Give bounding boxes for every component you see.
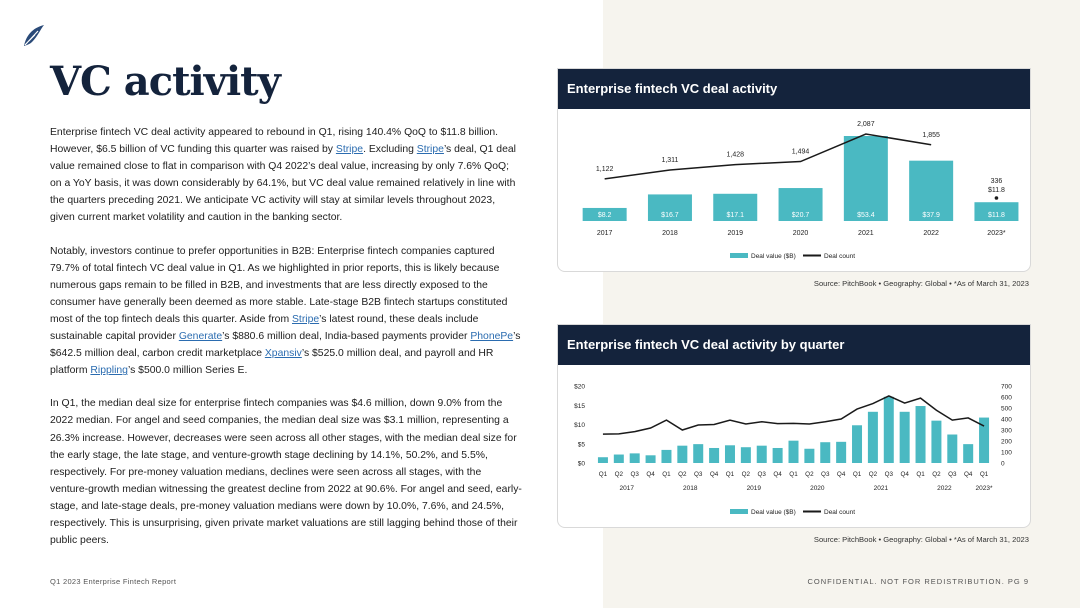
- deal-count-point: [995, 196, 999, 200]
- company-link[interactable]: Stripe: [416, 144, 444, 156]
- company-link[interactable]: PhonePe: [470, 331, 514, 343]
- x-tick-label: 2021: [858, 230, 874, 237]
- bar-value-label: $16.7: [661, 212, 679, 219]
- right-axis-tick: 200: [1001, 438, 1012, 446]
- bar: [947, 435, 957, 463]
- chart-source-2: Source: PitchBook • Geography: Global • *As of March 31, 2023: [813, 535, 1029, 544]
- bar: [630, 453, 640, 463]
- right-axis-tick: 0: [1001, 460, 1005, 468]
- x-tick-label: 2020: [792, 230, 809, 237]
- left-axis-tick: $10: [574, 422, 585, 429]
- chart-title: Enterprise fintech VC deal activity by quarter: [558, 325, 1030, 365]
- bar: [852, 425, 862, 463]
- left-axis-tick: $5: [577, 441, 585, 449]
- x-tick-label: Q2: [932, 471, 941, 478]
- x-tick-label: Q2: [868, 471, 878, 478]
- x-tick-label: Q1: [598, 471, 608, 478]
- year-label: 2019: [746, 485, 762, 492]
- x-tick-label: Q1: [916, 471, 925, 478]
- deal-count-label: 1,428: [726, 151, 745, 159]
- x-tick-label: Q1: [979, 471, 989, 478]
- deal-count-label: 336: [990, 178, 1003, 185]
- bar: [963, 444, 973, 463]
- deal-count-line: [603, 396, 984, 434]
- bar-value-label: $8.2: [597, 212, 612, 219]
- body-text: [50, 124, 522, 565]
- x-tick-label: 2018: [662, 230, 678, 237]
- x-tick-label: Q2: [805, 471, 814, 478]
- footer-confidential-text: CONFIDENTIAL. NOT FOR REDISTRIBUTION.: [807, 577, 1005, 586]
- bar: [773, 448, 783, 463]
- right-axis-tick: 100: [1001, 449, 1012, 457]
- text-run: ’s $500.0 million Series E.: [127, 365, 248, 377]
- text-run: ’s $880.6 million deal, India-based payments provider: [222, 331, 471, 343]
- paragraph-1: [50, 124, 522, 227]
- paragraph-2: [50, 243, 522, 380]
- right-axis-tick: 400: [1001, 416, 1012, 424]
- annual-chart: [558, 109, 1030, 271]
- x-tick-label: Q4: [900, 471, 909, 478]
- bar: [598, 457, 608, 463]
- year-label: 2018: [683, 485, 698, 492]
- right-axis-tick: 500: [1001, 405, 1012, 413]
- x-tick-label: 2017: [596, 230, 613, 237]
- x-tick-label: 2023*: [987, 230, 1006, 237]
- bar: [900, 412, 910, 463]
- text-run: In Q1, the median deal size for enterprise fintech companies was $4.6 million, down 9.0% from the 2022 median. For angel and seed companies, the median deal size was $3.1 million, representing a 26.3% increase. However, decreases were seen across all other stages, with the median deal size for the early stage, the late stage, and venture-growth stage declining by 14.1%, 50.2%, and 5.5%, respectively. For pre-money valuation medians, declines were seen across all stages, with the venture-growth median witnessing the greatest decline from 2022 at 90.6%. For angel and seed, early-stage, and late-stage deals, pre-money valuation medians were down by 10.0%, 7.6%, and 24.5%, respectively. This is unsurprising, given private market valuations are still lagging behind those of their public peers.: [50, 398, 522, 547]
- company-link[interactable]: Xpansiv: [264, 348, 302, 360]
- year-label: 2021: [873, 485, 889, 492]
- x-tick-label: Q3: [948, 471, 957, 478]
- deal-count-label: 1,494: [791, 148, 810, 156]
- legend-label: Deal count: [824, 509, 856, 516]
- x-tick-label: Q4: [646, 471, 655, 478]
- bar-value-label: $53.4: [857, 212, 875, 219]
- x-tick-label: Q3: [630, 471, 639, 478]
- bar: [646, 455, 656, 463]
- bar: [844, 136, 888, 221]
- bar-value-label: $37.9: [922, 212, 940, 219]
- chart-title: Enterprise fintech VC deal activity: [558, 69, 1030, 109]
- bar: [614, 455, 624, 463]
- bar-value-label: $17.1: [726, 212, 745, 219]
- x-tick-label: Q3: [821, 471, 830, 478]
- legend-label: Deal value ($B): [751, 253, 796, 260]
- bar-value-label: $11.8: [987, 212, 1005, 219]
- text-run: ’s latest round, these deals include sustainable capital provider: [50, 313, 479, 343]
- chart-card-annual: [557, 68, 1031, 272]
- bar: [789, 441, 799, 463]
- bar: [693, 444, 703, 463]
- deal-count-label: 1,122: [595, 165, 614, 173]
- chart-card-quarterly: [557, 324, 1031, 528]
- chart-source-1: Source: PitchBook • Geography: Global • *As of March 31, 2023: [813, 279, 1029, 288]
- legend-bar-swatch: [730, 509, 748, 514]
- bar: [709, 448, 719, 463]
- left-axis-tick: $20: [574, 383, 585, 391]
- x-tick-label: 2019: [727, 230, 744, 237]
- company-link[interactable]: Rippling: [90, 365, 128, 377]
- bar: [741, 447, 751, 463]
- text-run: ’s deal, Q1 deal value remained close to flat in comparison with Q4 2022’s deal value, increasing by only 7.6% QoQ; on a YoY basis, it was down considerably by 64.1%, but VC deal value remained relatively in line with the quarters preceding 2021. We anticipate VC activity will stay at similar levels throughout 2023, given current market volatility and caution in the banking sector.: [50, 144, 516, 224]
- company-link[interactable]: Generate: [178, 331, 223, 343]
- text-run: ’s $525.0 million deal, and payroll and HR platform: [50, 348, 494, 377]
- right-axis-tick: 600: [1001, 394, 1012, 402]
- company-link[interactable]: Stripe: [292, 313, 320, 325]
- right-axis-tick: 700: [1001, 383, 1012, 391]
- x-tick-label: Q4: [709, 471, 719, 478]
- deal-count-label: 2,087: [857, 121, 875, 128]
- quarterly-chart: [558, 365, 1030, 527]
- x-tick-label: Q1: [852, 471, 862, 478]
- left-axis-tick: $0: [577, 460, 585, 468]
- x-tick-label: Q1: [789, 471, 798, 478]
- year-label: 2023*: [975, 485, 993, 492]
- legend-label: Deal count: [824, 253, 856, 260]
- year-label: 2017: [619, 485, 634, 492]
- deal-count-label: 1,311: [661, 157, 679, 165]
- pitchbook-logo-icon: [20, 22, 48, 50]
- x-tick-label: Q3: [757, 471, 766, 478]
- company-link[interactable]: Stripe: [335, 144, 364, 156]
- x-tick-label: Q2: [678, 471, 687, 478]
- x-tick-label: 2022: [923, 230, 939, 237]
- page-number: PG 9: [1007, 577, 1029, 586]
- bar: [931, 421, 941, 463]
- bar: [836, 442, 846, 463]
- bar: [884, 397, 894, 463]
- page-title: VC activity: [50, 58, 280, 105]
- x-tick-label: Q4: [963, 471, 973, 478]
- bar: [757, 446, 767, 463]
- legend-label: Deal value ($B): [751, 509, 796, 516]
- bar: [677, 446, 687, 463]
- x-tick-label: Q3: [884, 471, 893, 478]
- bar: [916, 406, 926, 463]
- x-tick-label: Q3: [694, 471, 703, 478]
- deal-count-label: 1,855: [922, 131, 940, 139]
- left-axis-tick: $15: [574, 402, 585, 410]
- text-run: Notably, investors continue to prefer opportunities in B2B: Enterprise fintech companies captured 79.7% of total fintech VC deal value in Q1. As we highlighted in prior reports, this is likely because numerous gaps remain to be filled in B2B, and investments that are less directly exposed to the consumer have generally been deemed as more stable. Late-stage B2B fintech startups constituted most of the top fintech deals this quarter. Aside from: [50, 245, 508, 325]
- bar: [820, 442, 830, 463]
- year-label: 2022: [937, 485, 952, 492]
- right-axis-tick: 300: [1001, 427, 1012, 435]
- text-run: . Excluding: [363, 144, 417, 156]
- year-label: 2020: [810, 485, 825, 492]
- text-run: ’s $642.5 million deal, carbon credit marketplace: [50, 331, 521, 360]
- x-tick-label: Q2: [614, 471, 624, 478]
- x-tick-label: Q1: [662, 471, 671, 478]
- bar: [804, 449, 814, 463]
- bar-value-label: $20.7: [791, 212, 810, 219]
- legend-bar-swatch: [730, 253, 748, 258]
- footer-report-name: Q1 2023 Enterprise Fintech Report: [50, 577, 177, 586]
- bar: [725, 445, 735, 463]
- x-tick-label: Q2: [741, 471, 751, 478]
- text-run: Enterprise fintech VC deal activity appeared to rebound in Q1, rising 140.4% QoQ to $11.8 billion. However, $6.5 billion of VC funding this quarter was raised by: [50, 127, 499, 156]
- footer-confidential: [808, 577, 1029, 586]
- bar-value-label-outside: $11.8: [987, 187, 1005, 194]
- bar: [868, 412, 878, 463]
- x-tick-label: Q4: [773, 471, 782, 478]
- x-tick-label: Q4: [836, 471, 846, 478]
- x-tick-label: Q1: [725, 471, 735, 478]
- paragraph-3: [50, 395, 522, 549]
- bar: [661, 450, 671, 463]
